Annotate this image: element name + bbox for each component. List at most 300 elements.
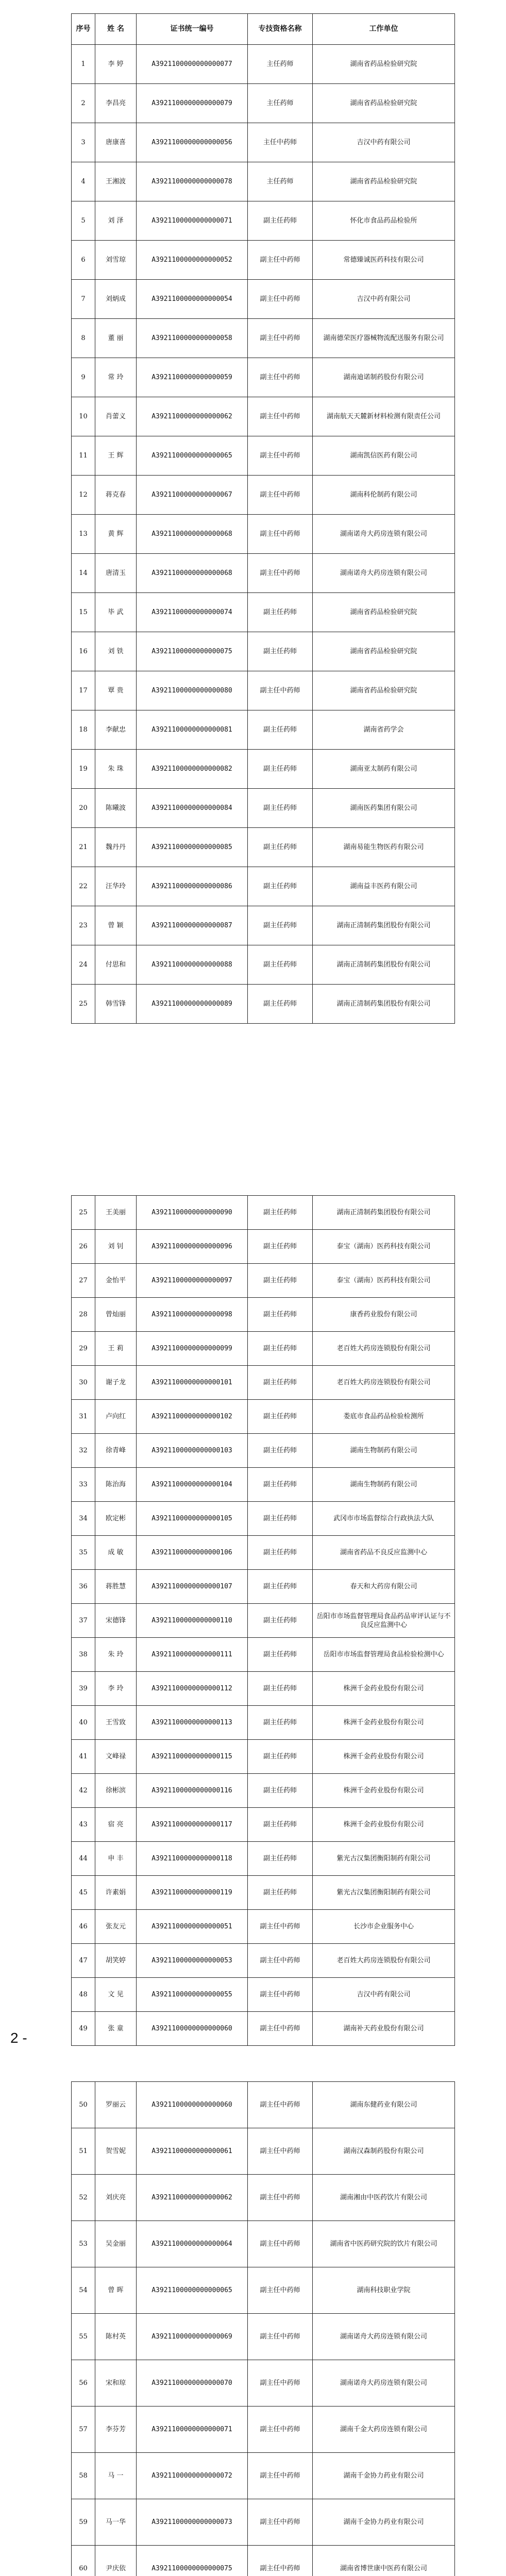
table-row [72, 1570, 455, 1604]
cell-cert-number: A3921100000000000070 [137, 2360, 248, 2406]
cell-cert-number: A3921100000000000069 [137, 2314, 248, 2360]
cell-cert-number: A3921100000000000064 [137, 2221, 248, 2267]
cell-work-unit: 湖南湘由中医药饮片有限公司 [313, 2175, 455, 2221]
cell-work-unit: 老百姓大药房连锁股份有限公司 [313, 1366, 455, 1400]
cell-name: 王美丽 [95, 1196, 137, 1230]
cell-name: 张 童 [95, 2012, 137, 2046]
table-row [72, 710, 455, 750]
cell-qualification: 副主任药师 [248, 828, 313, 867]
cell-work-unit: 株洲千金药业股份有限公司 [313, 1706, 455, 1740]
cell-index: 53 [72, 2221, 95, 2267]
table-row [72, 632, 455, 671]
cell-name: 许素娟 [95, 1876, 137, 1910]
cell-qualification: 副主任药师 [248, 1230, 313, 1264]
table-row [72, 750, 455, 789]
cell-name: 刘炳成 [95, 280, 137, 319]
cell-work-unit: 湖南补天药业股份有限公司 [313, 2012, 455, 2046]
cell-index: 43 [72, 1808, 95, 1842]
table-row [72, 1264, 455, 1298]
cell-name: 刘 钊 [95, 1230, 137, 1264]
cell-work-unit: 娄底市食品药品检验检测所 [313, 1400, 455, 1434]
page-number: 2 - [10, 2030, 27, 2046]
cell-qualification: 副主任药师 [248, 1196, 313, 1230]
cell-qualification: 副主任中药师 [248, 2128, 313, 2175]
cell-name: 蒋胜慧 [95, 1570, 137, 1604]
cell-qualification: 副主任中药师 [248, 2267, 313, 2314]
cell-work-unit: 湖南省药品检验研究院 [313, 162, 455, 201]
cell-qualification: 副主任药师 [248, 1332, 313, 1366]
cell-qualification: 副主任中药师 [248, 515, 313, 554]
table-row [72, 123, 455, 162]
cell-qualification: 副主任药师 [248, 1706, 313, 1740]
cell-name: 贺雪妮 [95, 2128, 137, 2175]
cell-index: 11 [72, 436, 95, 476]
cell-name: 徐彬滨 [95, 1774, 137, 1808]
cell-qualification: 副主任中药师 [248, 1978, 313, 2012]
cell-work-unit: 湖南诺舟大药房连锁有限公司 [313, 554, 455, 593]
cell-index: 3 [72, 123, 95, 162]
cell-qualification: 副主任药师 [248, 1740, 313, 1774]
cell-work-unit: 湖南省药品检验研究院 [313, 45, 455, 84]
cell-cert-number: A3921100000000000117 [137, 1808, 248, 1842]
cell-work-unit: 湖南正清制药集团股份有限公司 [313, 906, 455, 945]
cell-cert-number: A3921100000000000084 [137, 789, 248, 828]
cell-name: 罗丽云 [95, 2082, 137, 2128]
cell-index: 55 [72, 2314, 95, 2360]
page-1 [0, 0, 506, 1041]
cell-name: 王 莉 [95, 1332, 137, 1366]
table-row [72, 554, 455, 593]
cell-name: 胡笑婷 [95, 1944, 137, 1978]
cell-index: 60 [72, 2546, 95, 2576]
cell-work-unit: 湖南德荣医疗器械物流配送服务有限公司 [313, 319, 455, 358]
table-row [72, 1978, 455, 2012]
cell-work-unit: 湖南诺舟大药房连锁有限公司 [313, 2360, 455, 2406]
cell-name: 朱 玲 [95, 1638, 137, 1672]
cell-work-unit: 老百姓大药房连锁股份有限公司 [313, 1944, 455, 1978]
cell-cert-number: A3921100000000000099 [137, 1332, 248, 1366]
cell-name: 谢子龙 [95, 1366, 137, 1400]
cell-work-unit: 长沙市企业服务中心 [313, 1910, 455, 1944]
cell-index: 6 [72, 241, 95, 280]
cell-name: 常 玲 [95, 358, 137, 397]
cell-work-unit: 株洲千金药业股份有限公司 [313, 1774, 455, 1808]
cell-name: 刘 铁 [95, 632, 137, 671]
cell-qualification: 副主任中药师 [248, 358, 313, 397]
table-row [72, 1434, 455, 1468]
cell-work-unit: 怀化市食品药品检验所 [313, 201, 455, 241]
cell-work-unit: 紫光古汉集团衡阳制药有限公司 [313, 1842, 455, 1876]
cell-index: 14 [72, 554, 95, 593]
cell-index: 4 [72, 162, 95, 201]
cell-qualification: 副主任药师 [248, 750, 313, 789]
cell-name: 曾 晖 [95, 2267, 137, 2314]
cell-cert-number: A3921100000000000079 [137, 84, 248, 123]
cell-qualification: 副主任药师 [248, 1366, 313, 1400]
cell-work-unit: 湖南亚太制药有限公司 [313, 750, 455, 789]
cell-cert-number: A3921100000000000119 [137, 1876, 248, 1910]
cell-index: 26 [72, 1230, 95, 1264]
cell-work-unit: 湖南省药品检验研究院 [313, 593, 455, 632]
cell-name: 李 婷 [95, 45, 137, 84]
cell-cert-number: A3921100000000000073 [137, 2499, 248, 2546]
cell-cert-number: A3921100000000000090 [137, 1196, 248, 1230]
cell-work-unit: 湖南凯信医药有限公司 [313, 436, 455, 476]
cell-index: 20 [72, 789, 95, 828]
table-row [72, 2453, 455, 2499]
cell-name: 李芬芳 [95, 2406, 137, 2453]
table-row [72, 1196, 455, 1230]
cell-qualification: 副主任中药师 [248, 319, 313, 358]
cell-name: 金怡平 [95, 1264, 137, 1298]
cell-work-unit: 春天和大药房有限公司 [313, 1570, 455, 1604]
table-row [72, 593, 455, 632]
cell-index: 23 [72, 906, 95, 945]
cell-name: 曾 颖 [95, 906, 137, 945]
cell-work-unit: 紫光古汉集团衡阳制药有限公司 [313, 1876, 455, 1910]
cell-qualification: 副主任中药师 [248, 436, 313, 476]
cell-cert-number: A3921100000000000060 [137, 2012, 248, 2046]
cell-index: 18 [72, 710, 95, 750]
cell-cert-number: A3921100000000000062 [137, 2175, 248, 2221]
cell-index: 57 [72, 2406, 95, 2453]
cell-qualification: 副主任中药师 [248, 2082, 313, 2128]
cell-qualification: 副主任中药师 [248, 2546, 313, 2576]
table-row [72, 1230, 455, 1264]
cell-cert-number: A3921100000000000098 [137, 1298, 248, 1332]
cell-index: 34 [72, 1502, 95, 1536]
cell-cert-number: A3921100000000000065 [137, 2267, 248, 2314]
cell-name: 卢向红 [95, 1400, 137, 1434]
cell-qualification: 副主任药师 [248, 789, 313, 828]
cell-cert-number: A3921100000000000058 [137, 319, 248, 358]
cell-cert-number: A3921100000000000089 [137, 985, 248, 1024]
cell-cert-number: A3921100000000000061 [137, 2128, 248, 2175]
cell-index: 36 [72, 1570, 95, 1604]
table-row [72, 397, 455, 436]
cell-work-unit: 湖南诺舟大药房连锁有限公司 [313, 515, 455, 554]
cell-work-unit: 湖南正清制药集团股份有限公司 [313, 945, 455, 985]
cell-qualification: 副主任药师 [248, 1502, 313, 1536]
cell-index: 7 [72, 280, 95, 319]
cell-cert-number: A3921100000000000065 [137, 436, 248, 476]
cell-qualification: 副主任中药师 [248, 554, 313, 593]
cell-work-unit: 湖南千金大药房连锁有限公司 [313, 2406, 455, 2453]
cell-qualification: 副主任药师 [248, 1672, 313, 1706]
table-row [72, 2082, 455, 2128]
table-row [72, 2267, 455, 2314]
cell-name: 马一华 [95, 2499, 137, 2546]
header-name: 姓 名 [95, 14, 137, 45]
cell-work-unit: 岳阳市市场监督管理局食品检验检测中心 [313, 1638, 455, 1672]
cell-work-unit: 湖南诺舟大药房连锁有限公司 [313, 2314, 455, 2360]
cell-index: 35 [72, 1536, 95, 1570]
cell-name: 陈治海 [95, 1468, 137, 1502]
cell-cert-number: A3921100000000000116 [137, 1774, 248, 1808]
table-row [72, 867, 455, 906]
cell-qualification: 副主任药师 [248, 1808, 313, 1842]
cell-index: 42 [72, 1774, 95, 1808]
cell-cert-number: A3921100000000000067 [137, 476, 248, 515]
cell-name: 韩雪锋 [95, 985, 137, 1024]
cell-name: 唐康喜 [95, 123, 137, 162]
cell-work-unit: 武冈市市场监督综合行政执法大队 [313, 1502, 455, 1536]
table-header-row [72, 14, 455, 45]
cell-qualification: 副主任药师 [248, 632, 313, 671]
cell-qualification: 副主任药师 [248, 1536, 313, 1570]
cell-cert-number: A3921100000000000074 [137, 593, 248, 632]
table-row [72, 436, 455, 476]
cell-qualification: 副主任中药师 [248, 1944, 313, 1978]
cell-name: 成 敏 [95, 1536, 137, 1570]
table-row [72, 515, 455, 554]
cell-work-unit: 湖南迪诺制药股份有限公司 [313, 358, 455, 397]
cell-qualification: 副主任药师 [248, 201, 313, 241]
cell-work-unit: 湖南省药品检验研究院 [313, 671, 455, 710]
cell-index: 21 [72, 828, 95, 867]
cell-cert-number: A3921100000000000075 [137, 2546, 248, 2576]
cell-cert-number: A3921100000000000110 [137, 1604, 248, 1638]
cell-index: 56 [72, 2360, 95, 2406]
table-row [72, 319, 455, 358]
cell-cert-number: A3921100000000000101 [137, 1366, 248, 1400]
cell-index: 1 [72, 45, 95, 84]
cell-index: 44 [72, 1842, 95, 1876]
cell-qualification: 副主任药师 [248, 1298, 313, 1332]
cell-work-unit: 泰宝（湖南）医药科技有限公司 [313, 1230, 455, 1264]
cell-qualification: 副主任中药师 [248, 2314, 313, 2360]
cell-name: 唐清玉 [95, 554, 137, 593]
cell-work-unit: 吉汉中药有限公司 [313, 1978, 455, 2012]
cell-qualification: 副主任药师 [248, 1604, 313, 1638]
cell-cert-number: A3921100000000000056 [137, 123, 248, 162]
table-row [72, 671, 455, 710]
cell-cert-number: A3921100000000000077 [137, 45, 248, 84]
cell-work-unit: 湖南科技职业学院 [313, 2267, 455, 2314]
cell-qualification: 副主任中药师 [248, 1910, 313, 1944]
cell-cert-number: A3921100000000000106 [137, 1536, 248, 1570]
cell-work-unit: 湖南省博世康中医药有限公司 [313, 2546, 455, 2576]
cell-name: 李昌亮 [95, 84, 137, 123]
cell-name: 曾灿丽 [95, 1298, 137, 1332]
cell-work-unit: 湖南航天天麓新材料检测有限责任公司 [313, 397, 455, 436]
table-row [72, 1876, 455, 1910]
cell-qualification: 副主任中药师 [248, 241, 313, 280]
cell-index: 24 [72, 945, 95, 985]
cell-name: 朱 珠 [95, 750, 137, 789]
cell-work-unit: 岳阳市市场监督管理局食品药品审评认证与不良反应监测中心 [313, 1604, 455, 1638]
cell-cert-number: A3921100000000000088 [137, 945, 248, 985]
cell-cert-number: A3921100000000000102 [137, 1400, 248, 1434]
table-row [72, 945, 455, 985]
cell-cert-number: A3921100000000000081 [137, 710, 248, 750]
cell-work-unit: 湖南生物制药有限公司 [313, 1434, 455, 1468]
table-row [72, 1740, 455, 1774]
cell-qualification: 主任药师 [248, 45, 313, 84]
cell-name: 欧定彬 [95, 1502, 137, 1536]
cell-qualification: 副主任药师 [248, 1570, 313, 1604]
cell-index: 27 [72, 1264, 95, 1298]
table-row [72, 162, 455, 201]
table-row [72, 1638, 455, 1672]
cell-cert-number: A3921100000000000103 [137, 1434, 248, 1468]
cell-name: 毕 武 [95, 593, 137, 632]
cell-name: 汪华玲 [95, 867, 137, 906]
cell-cert-number: A3921100000000000107 [137, 1570, 248, 1604]
table-row [72, 476, 455, 515]
cell-cert-number: A3921100000000000060 [137, 2082, 248, 2128]
cell-cert-number: A3921100000000000104 [137, 1468, 248, 1502]
table-row [72, 2546, 455, 2576]
cell-cert-number: A3921100000000000096 [137, 1230, 248, 1264]
cell-cert-number: A3921100000000000052 [137, 241, 248, 280]
cell-qualification: 副主任中药师 [248, 280, 313, 319]
cell-name: 王湘波 [95, 162, 137, 201]
header-index: 序号 [72, 14, 95, 45]
cell-index: 47 [72, 1944, 95, 1978]
cell-work-unit: 老百姓大药房连锁股份有限公司 [313, 1332, 455, 1366]
cell-qualification: 副主任药师 [248, 867, 313, 906]
table-row [72, 789, 455, 828]
cell-cert-number: A3921100000000000085 [137, 828, 248, 867]
table-row [72, 2499, 455, 2546]
table-row [72, 1366, 455, 1400]
cell-cert-number: A3921100000000000082 [137, 750, 248, 789]
table-row [72, 2012, 455, 2046]
cell-name: 申 丰 [95, 1842, 137, 1876]
cell-work-unit: 湖南易能生物医药有限公司 [313, 828, 455, 867]
cell-qualification: 副主任药师 [248, 1434, 313, 1468]
table-row [72, 358, 455, 397]
cell-cert-number: A3921100000000000086 [137, 867, 248, 906]
cell-index: 54 [72, 2267, 95, 2314]
cell-cert-number: A3921100000000000051 [137, 1910, 248, 1944]
cell-qualification: 副主任中药师 [248, 2221, 313, 2267]
cell-name: 王雪致 [95, 1706, 137, 1740]
table-row [72, 1808, 455, 1842]
header-cert: 证书统一编号 [137, 14, 248, 45]
cell-qualification: 副主任药师 [248, 1468, 313, 1502]
cell-work-unit: 湖南省药品检验研究院 [313, 632, 455, 671]
cell-cert-number: A3921100000000000118 [137, 1842, 248, 1876]
cell-work-unit: 泰宝（湖南）医药科技有限公司 [313, 1264, 455, 1298]
header-title: 专技资格名称 [248, 14, 313, 45]
cell-cert-number: A3921100000000000087 [137, 906, 248, 945]
table-row [72, 1672, 455, 1706]
cell-cert-number: A3921100000000000059 [137, 358, 248, 397]
cell-work-unit: 湖南生物制药有限公司 [313, 1468, 455, 1502]
cell-qualification: 副主任药师 [248, 906, 313, 945]
cell-work-unit: 株洲千金药业股份有限公司 [313, 1740, 455, 1774]
cell-qualification: 副主任药师 [248, 985, 313, 1024]
cell-qualification: 副主任药师 [248, 1876, 313, 1910]
cell-index: 9 [72, 358, 95, 397]
cell-index: 19 [72, 750, 95, 789]
cell-index: 2 [72, 84, 95, 123]
table-row [72, 1502, 455, 1536]
cell-cert-number: A3921100000000000054 [137, 280, 248, 319]
cell-index: 38 [72, 1638, 95, 1672]
cell-work-unit: 吉汉中药有限公司 [313, 280, 455, 319]
cell-qualification: 副主任中药师 [248, 2175, 313, 2221]
cell-work-unit: 湖南省药品不良反应监测中心 [313, 1536, 455, 1570]
cell-cert-number: A3921100000000000113 [137, 1706, 248, 1740]
cell-cert-number: A3921100000000000105 [137, 1502, 248, 1536]
cell-index: 51 [72, 2128, 95, 2175]
cell-qualification: 副主任中药师 [248, 671, 313, 710]
table-row [72, 280, 455, 319]
cell-index: 28 [72, 1298, 95, 1332]
cell-index: 8 [72, 319, 95, 358]
table-row [72, 1298, 455, 1332]
cell-index: 15 [72, 593, 95, 632]
cell-cert-number: A3921100000000000075 [137, 632, 248, 671]
cell-name: 陈村英 [95, 2314, 137, 2360]
cell-work-unit: 湖南正清制药集团股份有限公司 [313, 1196, 455, 1230]
table-row [72, 828, 455, 867]
cell-name: 魏丹丹 [95, 828, 137, 867]
cell-index: 46 [72, 1910, 95, 1944]
table-row [72, 1706, 455, 1740]
cell-index: 48 [72, 1978, 95, 2012]
cell-qualification: 副主任药师 [248, 1400, 313, 1434]
cell-work-unit: 湖南科伦制药有限公司 [313, 476, 455, 515]
cell-work-unit: 康香药业股份有限公司 [313, 1298, 455, 1332]
table-row [72, 84, 455, 123]
cell-work-unit: 湖南东健药业有限公司 [313, 2082, 455, 2128]
cell-index: 29 [72, 1332, 95, 1366]
table-row [72, 1774, 455, 1808]
cell-work-unit: 株洲千金药业股份有限公司 [313, 1672, 455, 1706]
cell-name: 宋和琼 [95, 2360, 137, 2406]
cell-cert-number: A3921100000000000097 [137, 1264, 248, 1298]
cell-qualification: 副主任中药师 [248, 2406, 313, 2453]
table-row [72, 985, 455, 1024]
table-row [72, 1400, 455, 1434]
cell-index: 33 [72, 1468, 95, 1502]
cell-name: 马 一 [95, 2453, 137, 2499]
cell-cert-number: A3921100000000000062 [137, 397, 248, 436]
cell-index: 25 [72, 985, 95, 1024]
cell-qualification: 副主任中药师 [248, 2360, 313, 2406]
cell-work-unit: 湖南省药学会 [313, 710, 455, 750]
cell-qualification: 主任药师 [248, 162, 313, 201]
table-row [72, 241, 455, 280]
table-row [72, 1944, 455, 1978]
cell-work-unit: 常德臻诚医药科技有限公司 [313, 241, 455, 280]
cell-work-unit: 湖南医药集团有限公司 [313, 789, 455, 828]
cell-cert-number: A3921100000000000115 [137, 1740, 248, 1774]
cell-work-unit: 湖南正清制药集团股份有限公司 [313, 985, 455, 1024]
cell-index: 12 [72, 476, 95, 515]
cell-qualification: 副主任中药师 [248, 2499, 313, 2546]
cell-index: 30 [72, 1366, 95, 1400]
cell-name: 刘雪琼 [95, 241, 137, 280]
cell-index: 40 [72, 1706, 95, 1740]
table-row [72, 906, 455, 945]
cell-name: 文峰禄 [95, 1740, 137, 1774]
registry-table-page-1 [71, 13, 455, 1024]
cell-qualification: 副主任药师 [248, 1264, 313, 1298]
table-row [72, 2406, 455, 2453]
cell-name: 黄 辉 [95, 515, 137, 554]
cell-qualification: 副主任中药师 [248, 2453, 313, 2499]
cell-name: 李献忠 [95, 710, 137, 750]
cell-index: 59 [72, 2499, 95, 2546]
cell-name: 董 丽 [95, 319, 137, 358]
table-row [72, 1332, 455, 1366]
cell-index: 50 [72, 2082, 95, 2128]
